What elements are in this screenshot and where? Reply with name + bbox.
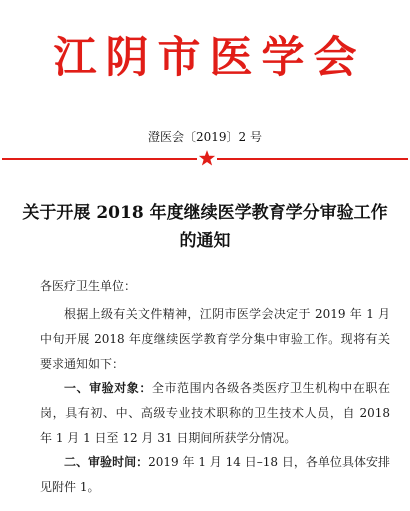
organization-title: 江阴市医学会 <box>53 33 366 83</box>
item-label: 一、审验对象： <box>64 381 152 395</box>
salutation: 各医疗卫生单位： <box>40 279 137 293</box>
item-label: 二、审验时间： <box>64 455 149 469</box>
item-text: 全市范围内各级各类医疗卫生机构中在职在岗，具有初、中、高级专业技术职称的卫生技术人员，自 2018 年 1 月 1 日至 12 月 31 日期间所获学分情况。 <box>40 381 390 445</box>
red-divider <box>0 149 410 169</box>
divider-line-left <box>2 158 197 160</box>
notice-title: 关于开展 2018 年度继续医学教育学分审验工作的通知 <box>22 203 388 251</box>
item-paragraph-audit-time <box>40 450 390 500</box>
star-icon <box>198 149 216 167</box>
intro-paragraph: 根据上级有关文件精神，江阴市医学会决定于 2019 年 1 月中旬开展 2018 年度继续医学教育学分集中审验工作。现将有关要求通知如下： <box>40 307 390 371</box>
item-paragraph-audit-target <box>40 376 390 451</box>
document-number: 澄医会〔2019〕2 号 <box>148 130 262 144</box>
item-text: 2019 年 1 月 14 日–18 日，各单位具体安排见附件 1。 <box>40 455 390 494</box>
divider-line-right <box>217 158 408 160</box>
